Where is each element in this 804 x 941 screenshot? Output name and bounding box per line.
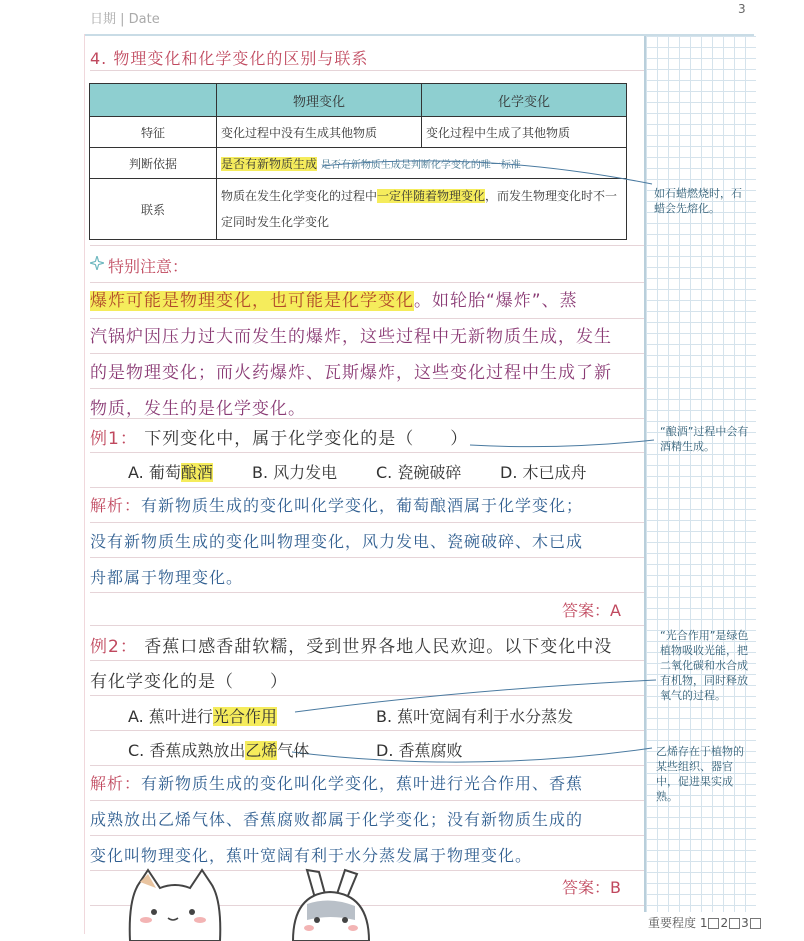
page-number: 3 [738, 2, 746, 16]
table-header-cell: 物理变化 [217, 84, 422, 117]
example2-answer: 答案：B [562, 878, 621, 897]
analysis-text: 有新物质生成的变化叫化学变化，蕉叶进行光合作用、香蕉 [141, 774, 584, 793]
paragraph-line: 物质，发生的是化学变化。 [90, 399, 306, 419]
connector-line [292, 748, 652, 762]
importance-label: 重要程度 [648, 916, 697, 930]
paragraph-line: 汽锅炉因压力过大而发生的爆炸，这些过程中无新物质生成，发生 [90, 327, 612, 347]
option-d: D. 木已成舟 [500, 463, 587, 482]
checkbox[interactable] [708, 918, 719, 929]
example-label: 例1： [90, 429, 138, 449]
example2-question-cont: 有化学变化的是（ ） [90, 672, 288, 692]
option-d: D. 香蕉腐败 [376, 741, 463, 760]
analysis-line: 舟都属于物理变化。 [90, 568, 244, 587]
attention-paragraph [90, 283, 640, 427]
side-note-wax: 如石蜡燃烧时，石蜡会先熔化。 [654, 187, 742, 215]
highlight: 一定伴随着物理变化 [377, 189, 486, 203]
highlight: 酿酒 [180, 463, 213, 482]
row-label: 特征 [90, 117, 217, 148]
date-label: 日期 | Date [90, 12, 160, 27]
row-label: 判断依据 [90, 148, 217, 179]
highlight: 爆炸可能是物理变化，也可能是化学变化 [90, 291, 414, 311]
option-c: C. 瓷碗破碎 [376, 463, 462, 482]
level-number: 3 [741, 916, 749, 930]
analysis-line [90, 488, 635, 524]
attention-title: 特别注意： [108, 257, 189, 276]
example2-analysis [90, 766, 635, 874]
example1-analysis [90, 488, 635, 596]
analysis-line: 成熟放出乙烯气体、香蕉腐败都属于化学变化；没有新物质生成的 [90, 810, 584, 829]
side-note-photosynthesis: “光合作用”是绿色植物吸收光能，把二氧化碳和水合成有机物，同时释放氧气的过程。 [660, 629, 749, 702]
table-cell: 变化过程中生成了其他物质 [422, 117, 627, 148]
option-a [128, 704, 277, 727]
option-b: B. 风力发电 [252, 463, 338, 482]
example1-answer: 答案：A [562, 601, 621, 620]
option-text: A. 蕉叶进行 [128, 707, 213, 726]
level-number: 2 [720, 916, 729, 930]
importance-rating [648, 914, 762, 931]
cell-text: ，而发生物理变化时不一定同时发生化学变化 [221, 189, 618, 229]
table-header-cell: 化学变化 [422, 84, 627, 117]
rabbit-illustration [285, 868, 375, 941]
section-title: 4. 物理变化和化学变化的区别与联系 [90, 49, 369, 68]
example1-question [90, 424, 468, 449]
highlight: 是否有新物质生成 [221, 156, 318, 171]
line-text: 。如轮胎“爆炸”、蒸 [414, 291, 578, 311]
level-number: 1 [699, 916, 708, 930]
cell-text: 物质在发生化学变化的过程中 [221, 189, 378, 203]
paragraph-line [90, 283, 640, 319]
analysis-line: 没有新物质生成的变化叫物理变化，风力发电、瓷碗破碎、木已成 [90, 532, 584, 551]
option-b: B. 蕉叶宽阔有利于水分蒸发 [376, 707, 574, 726]
connector-line [470, 440, 654, 447]
option-a [128, 460, 213, 483]
analysis-label: 解析： [90, 774, 142, 793]
cat-illustration [120, 868, 230, 941]
analysis-text: 有新物质生成的变化叫化学变化，葡萄酿酒属于化学变化； [141, 496, 584, 515]
question-text: 香蕉口感香甜软糯，受到世界各地人民欢迎。以下变化中没 [144, 637, 613, 657]
sparkle-icon [90, 256, 104, 270]
side-note-wine: “酿酒”过程中会有酒精生成。 [660, 425, 749, 453]
analysis-line [90, 766, 635, 802]
option-text: C. 香蕉成熟放出 [128, 741, 246, 760]
table-cell: 变化过程中没有生成其他物质 [217, 117, 422, 148]
option-text: A. 葡萄 [128, 463, 181, 482]
side-note-ethylene: 乙烯存在于植物的某些组织、器官中，促进果实成熟。 [656, 745, 744, 803]
highlight: 乙烯 [245, 741, 278, 760]
option-c [128, 738, 309, 761]
analysis-line: 变化叫物理变化，蕉叶宽阔有利于水分蒸发属于物理变化。 [90, 846, 533, 865]
checkbox[interactable] [729, 918, 740, 929]
handwritten-note: 是否有新物质生成是判断化学变化的唯一标准 [320, 159, 521, 171]
row-label: 联系 [90, 179, 217, 240]
highlight: 光合作用 [212, 707, 277, 726]
option-text: 气体 [277, 741, 310, 760]
example-label: 例2： [90, 637, 138, 657]
paragraph-line: 的是物理变化；而火药爆炸、瓦斯爆炸，这些变化过程中生成了新 [90, 363, 612, 383]
question-text: 下列变化中，属于化学变化的是（ ） [144, 429, 469, 449]
connector-line [322, 161, 652, 184]
example2-question [90, 632, 612, 657]
analysis-label: 解析： [90, 496, 142, 515]
checkbox[interactable] [750, 918, 761, 929]
